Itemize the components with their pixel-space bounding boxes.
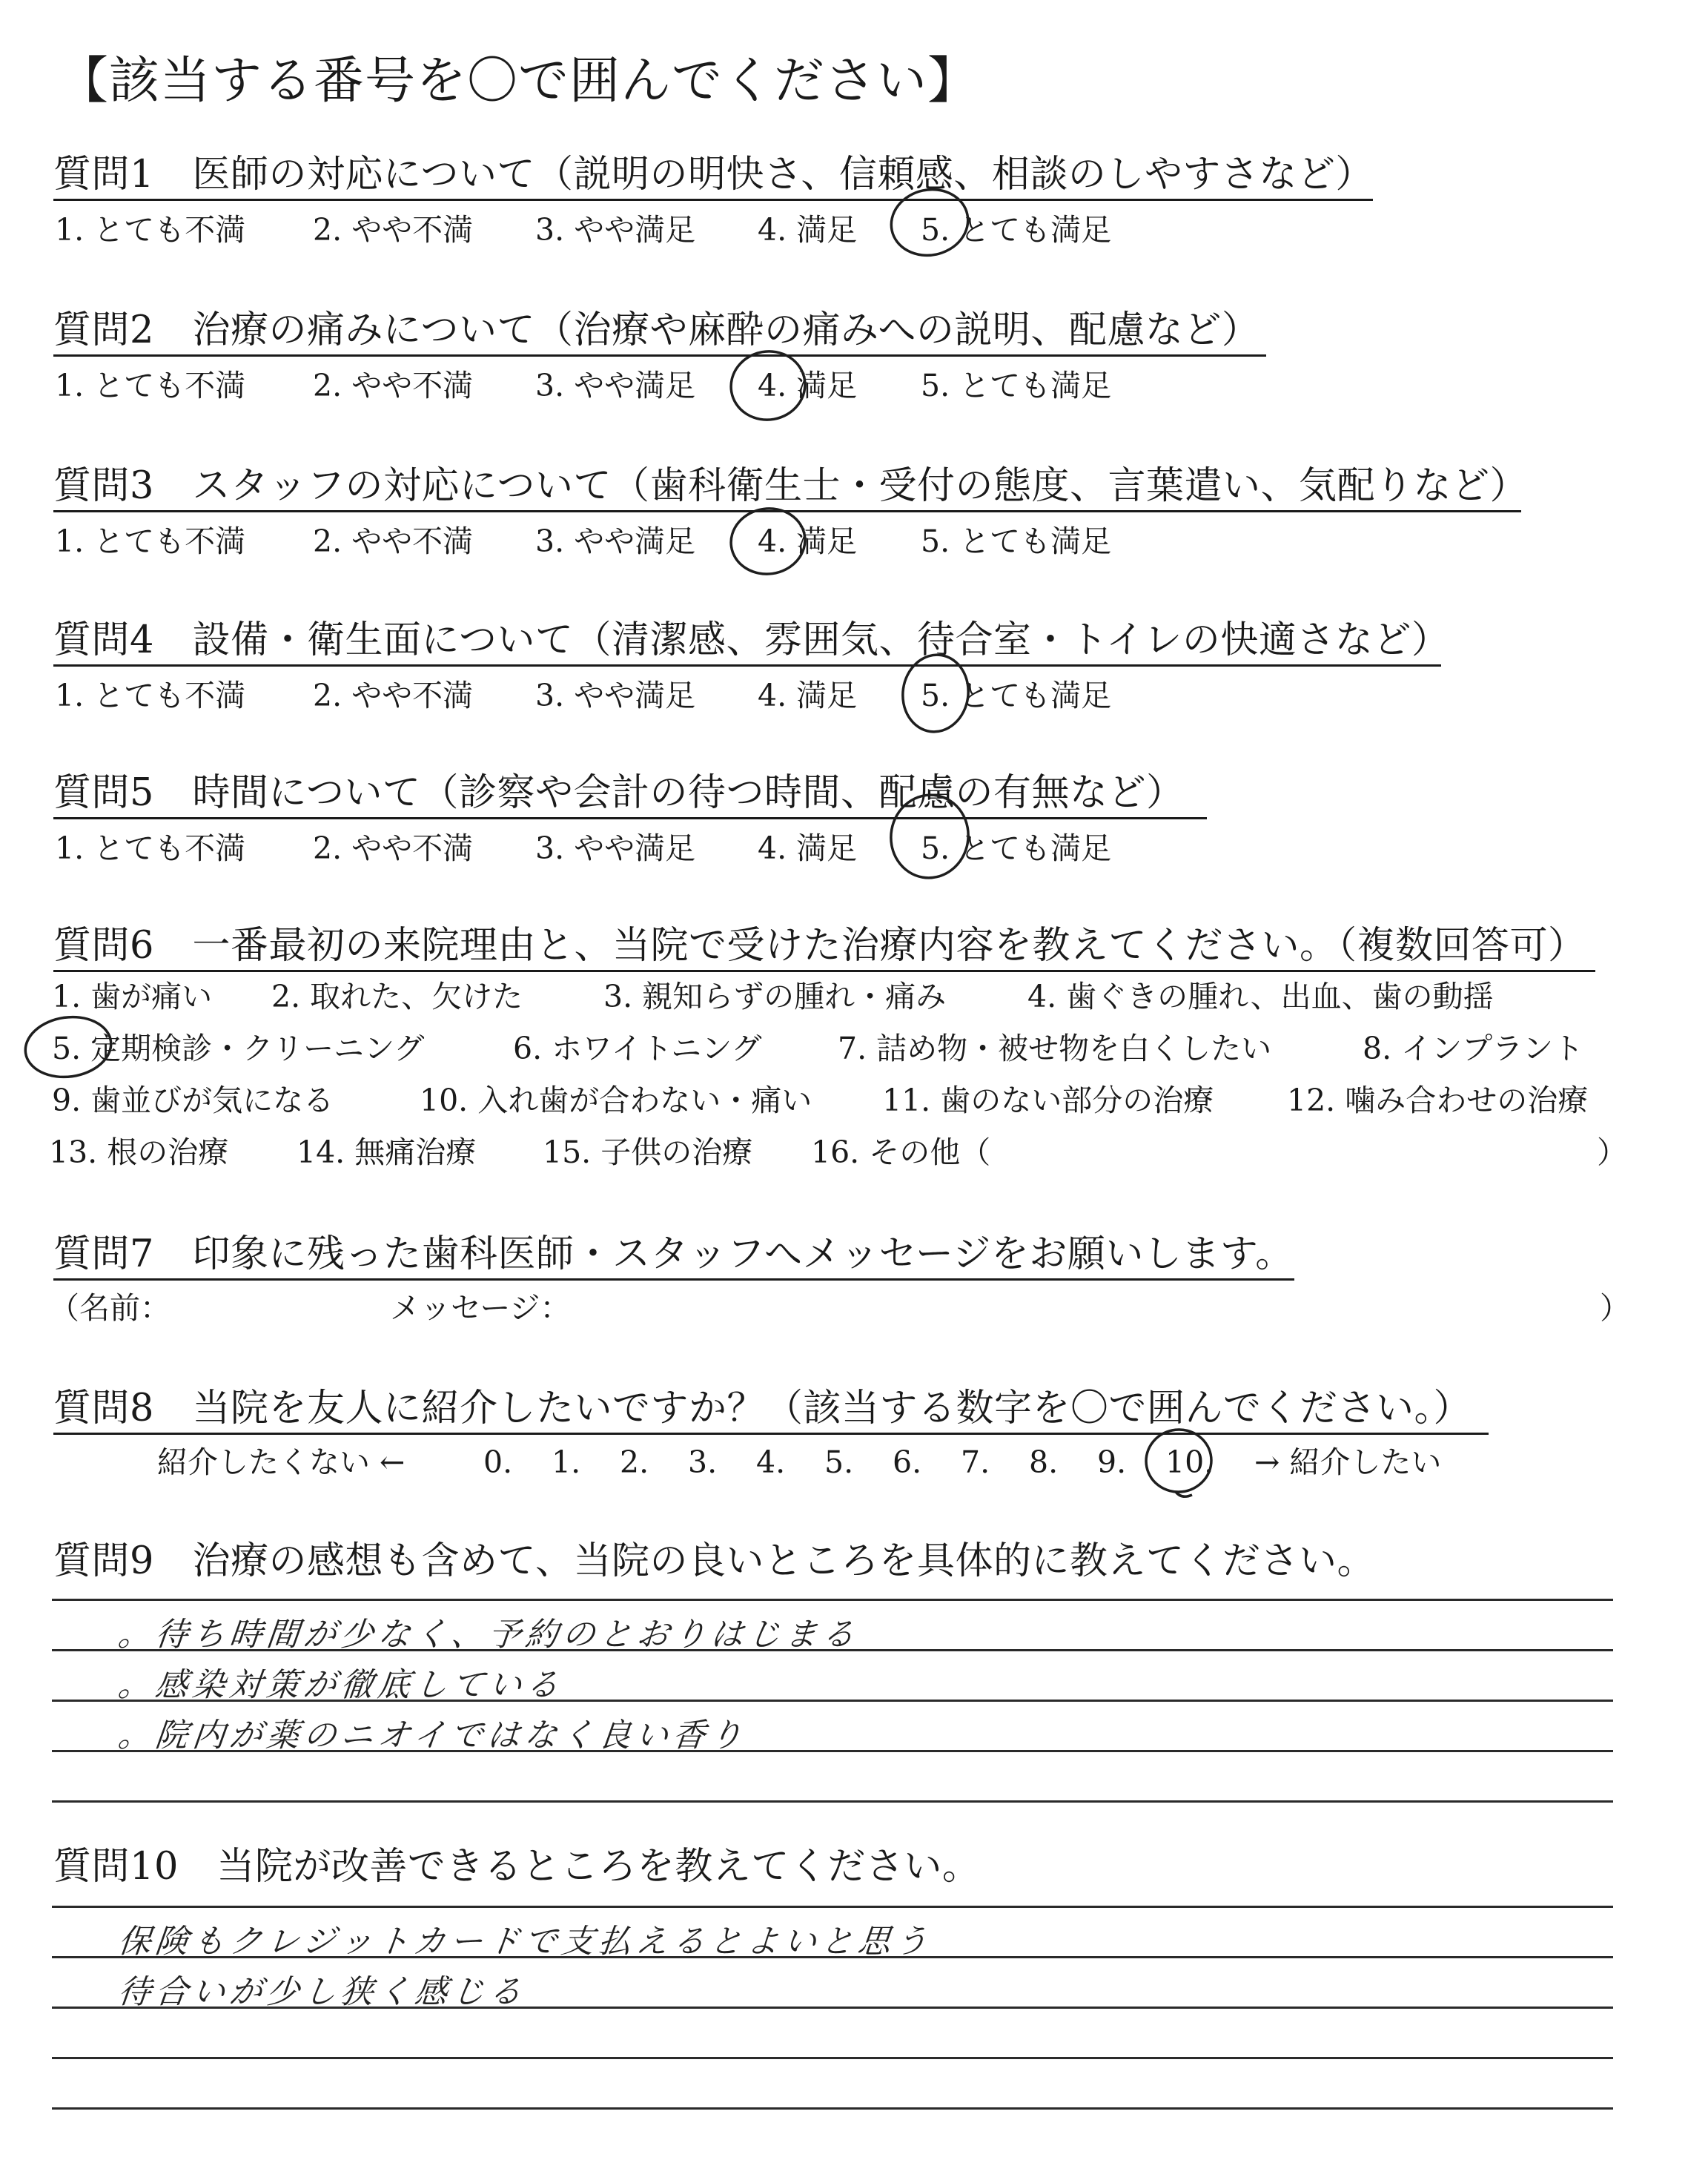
q8-scale-4[interactable]: 4. (756, 1444, 786, 1480)
question-1-label: 質問1 (53, 153, 154, 196)
question-5-options (55, 829, 1241, 868)
q2-option-1[interactable]: 1. とても不満 (55, 368, 246, 403)
question-5-underline (53, 817, 1207, 819)
q9-handwritten-answer-3[interactable]: 。院内が薬のニオイではなく良い香り (116, 1717, 749, 1754)
question-7-text: 印象に残った歯科医師・スタッフへメッセージをお願いします。 (192, 1232, 1294, 1276)
q8-scale-7[interactable]: 7. (961, 1444, 990, 1480)
q7-message-row (49, 1289, 1630, 1327)
q9-answer-line (52, 1599, 1613, 1601)
q6-option-3[interactable]: 3. 親知らずの腫れ・痛み (603, 979, 947, 1014)
question-7-heading (53, 1231, 1294, 1278)
q6-option-1[interactable]: 1. 歯が痛い (52, 979, 213, 1014)
q6-option-10[interactable]: 10. 入れ歯が合わない・痛い (420, 1083, 812, 1118)
question-2-options (55, 366, 1241, 405)
q2-option-3[interactable]: 3. やや満足 (535, 368, 696, 403)
q1-option-5[interactable]: 5. とても満足 (921, 212, 1112, 248)
question-5-label: 質問5 (53, 771, 154, 815)
question-9-label: 質問9 (53, 1539, 154, 1583)
question-2-heading (53, 307, 1260, 354)
question-4-options (55, 676, 1241, 715)
q8-scale-3[interactable]: 3. (688, 1444, 718, 1480)
q5-option-1[interactable]: 1. とても不満 (55, 830, 246, 866)
q10-answer-line (52, 2057, 1613, 2059)
q6-option-11[interactable]: 11. 歯のない部分の治療 (882, 1083, 1214, 1118)
question-2-label: 質問2 (53, 308, 154, 352)
question-4-underline (53, 664, 1441, 667)
question-1-options (55, 211, 1241, 249)
q2-option-4[interactable]: 4. 満足 (758, 368, 858, 403)
q6-option-13[interactable]: 13. 根の治療 (49, 1135, 229, 1170)
q5-option-3[interactable]: 3. やや満足 (535, 830, 696, 866)
q6-other-close-paren: ） (1597, 1135, 1627, 1170)
question-8-underline (53, 1433, 1489, 1435)
q1-option-1[interactable]: 1. とても不満 (55, 212, 246, 248)
q6-option-16[interactable]: 16. その他（ (811, 1135, 991, 1170)
q7-name-label: （名前： (49, 1290, 171, 1326)
q10-handwritten-answer-2[interactable]: 待合いが少し狭く感じる (116, 1973, 529, 2011)
q3-option-3[interactable]: 3. やや満足 (535, 524, 696, 559)
q8-scale-1[interactable]: 1. (552, 1444, 581, 1480)
question-7-underline (53, 1278, 1294, 1281)
q8-scale-10[interactable]: 10. (1165, 1444, 1214, 1480)
q7-close-paren: ） (1600, 1290, 1630, 1326)
q6-option-2[interactable]: 2. 取れた、欠けた (271, 979, 523, 1014)
q4-option-5[interactable]: 5. とても満足 (921, 678, 1112, 713)
q2-option-2[interactable]: 2. やや不満 (313, 368, 474, 403)
question-9-text: 治療の感想も含めて、当院の良いところを具体的に教えてください。 (192, 1539, 1375, 1583)
q6-option-7[interactable]: 7. 詰め物・被せ物を白くしたい (838, 1031, 1272, 1066)
q8-circle-tail (1176, 1492, 1192, 1496)
q7-message-label: メッセージ： (390, 1290, 571, 1326)
q5-option-2[interactable]: 2. やや不満 (313, 830, 474, 866)
page-title: 【該当する番号を〇で囲んでください】 (58, 52, 979, 110)
question-3-options (55, 522, 1241, 561)
q3-option-2[interactable]: 2. やや不満 (313, 524, 474, 559)
q9-handwritten-answer-2[interactable]: 。感染対策が徹底している (116, 1666, 566, 1704)
question-1-text: 医師の対応について（説明の明快さ、信頼感、相談のしやすさなど） (192, 153, 1374, 196)
q6-option-14[interactable]: 14. 無痛治療 (297, 1135, 477, 1170)
q6-row-3 (52, 1081, 1616, 1120)
question-7-label: 質問7 (53, 1232, 154, 1276)
question-6-text: 一番最初の来院理由と、当院で受けた治療内容を教えてください。（複数回答可） (192, 924, 1586, 968)
question-3-label: 質問3 (53, 464, 154, 508)
q3-option-4[interactable]: 4. 満足 (758, 524, 858, 559)
question-6-underline (53, 970, 1595, 972)
question-3-heading (53, 463, 1528, 510)
q6-row-4 (49, 1133, 1627, 1172)
q6-option-5[interactable]: 5. 定期検診・クリーニング (52, 1031, 425, 1066)
question-5-text: 時間について（診察や会計の待つ時間、配慮の有無など） (192, 771, 1185, 815)
q4-option-3[interactable]: 3. やや満足 (535, 678, 696, 713)
q6-option-15[interactable]: 15. 子供の治療 (543, 1135, 753, 1170)
q6-option-8[interactable]: 8. インプラント (1363, 1031, 1584, 1066)
q9-answer-line (52, 1800, 1613, 1803)
q8-scale-9[interactable]: 9. (1097, 1444, 1127, 1480)
q3-option-1[interactable]: 1. とても不満 (55, 524, 246, 559)
question-8-text: 当院を友人に紹介したいですか？（該当する数字を〇で囲んでください。） (192, 1387, 1472, 1430)
question-9-heading (53, 1538, 1375, 1585)
question-2-underline (53, 354, 1266, 357)
question-2-text: 治療の痛みについて（治療や麻酔の痛みへの説明、配慮など） (192, 308, 1260, 352)
q5-option-4[interactable]: 4. 満足 (758, 830, 858, 866)
question-10-heading (53, 1843, 980, 1891)
question-3-underline (53, 510, 1521, 512)
q9-handwritten-answer-1[interactable]: 。待ち時間が少なく、予約のとおりはじまる (116, 1616, 861, 1654)
q8-scale-8[interactable]: 8. (1029, 1444, 1059, 1480)
question-10-text: 当院が改善できるところを教えてください。 (216, 1845, 981, 1889)
q6-option-9[interactable]: 9. 歯並びが気になる (52, 1083, 334, 1118)
q1-option-2[interactable]: 2. やや不満 (313, 212, 474, 248)
q10-handwritten-answer-1[interactable]: 保険もクレジットカードで支払えるとよいと思う (116, 1923, 934, 1961)
question-8-heading (53, 1385, 1472, 1433)
q3-option-5[interactable]: 5. とても満足 (921, 524, 1112, 559)
question-3-text: スタッフの対応について（歯科衛生士・受付の態度、言葉遣い、気配りなど） (192, 464, 1528, 508)
q8-scale-0[interactable]: 0. (483, 1444, 513, 1480)
q4-option-2[interactable]: 2. やや不満 (313, 678, 474, 713)
q4-option-4[interactable]: 4. 満足 (758, 678, 858, 713)
question-1-underline (53, 199, 1373, 201)
question-4-heading (53, 617, 1449, 664)
question-10-label: 質問10 (53, 1845, 179, 1889)
q4-option-1[interactable]: 1. とても不満 (55, 678, 246, 713)
q6-option-4[interactable]: 4. 歯ぐきの腫れ、出血、歯の動揺 (1027, 979, 1494, 1014)
q8-scale-row (157, 1443, 1492, 1482)
q6-row-2 (52, 1029, 1616, 1068)
q8-right-label: → 紹介したい (1254, 1444, 1442, 1480)
question-6-label: 質問6 (53, 924, 154, 968)
question-6-heading (53, 922, 1586, 970)
q2-option-5[interactable]: 5. とても満足 (921, 368, 1112, 403)
q1-option-3[interactable]: 3. やや満足 (535, 212, 696, 248)
question-5-heading (53, 770, 1184, 817)
question-1-heading (53, 151, 1374, 199)
q8-scale-2[interactable]: 2. (620, 1444, 649, 1480)
question-4-label: 質問4 (53, 618, 154, 662)
q8-scale-5[interactable]: 5. (824, 1444, 854, 1480)
q5-option-5[interactable]: 5. とても満足 (921, 830, 1112, 866)
q1-option-4[interactable]: 4. 満足 (758, 212, 858, 248)
q6-row-1 (52, 977, 1616, 1016)
q8-scale-6[interactable]: 6. (893, 1444, 922, 1480)
question-4-text: 設備・衛生面について（清潔感、雰囲気、待合室・トイレの快適さなど） (192, 618, 1450, 662)
q6-option-6[interactable]: 6. ホワイトニング (513, 1031, 762, 1066)
q10-answer-line (52, 1906, 1613, 1908)
q6-option-12[interactable]: 12. 噛み合わせの治療 (1287, 1083, 1589, 1118)
question-8-label: 質問8 (53, 1387, 154, 1430)
q10-answer-line (52, 2107, 1613, 2110)
q8-left-label: 紹介したくない ← (157, 1444, 406, 1480)
